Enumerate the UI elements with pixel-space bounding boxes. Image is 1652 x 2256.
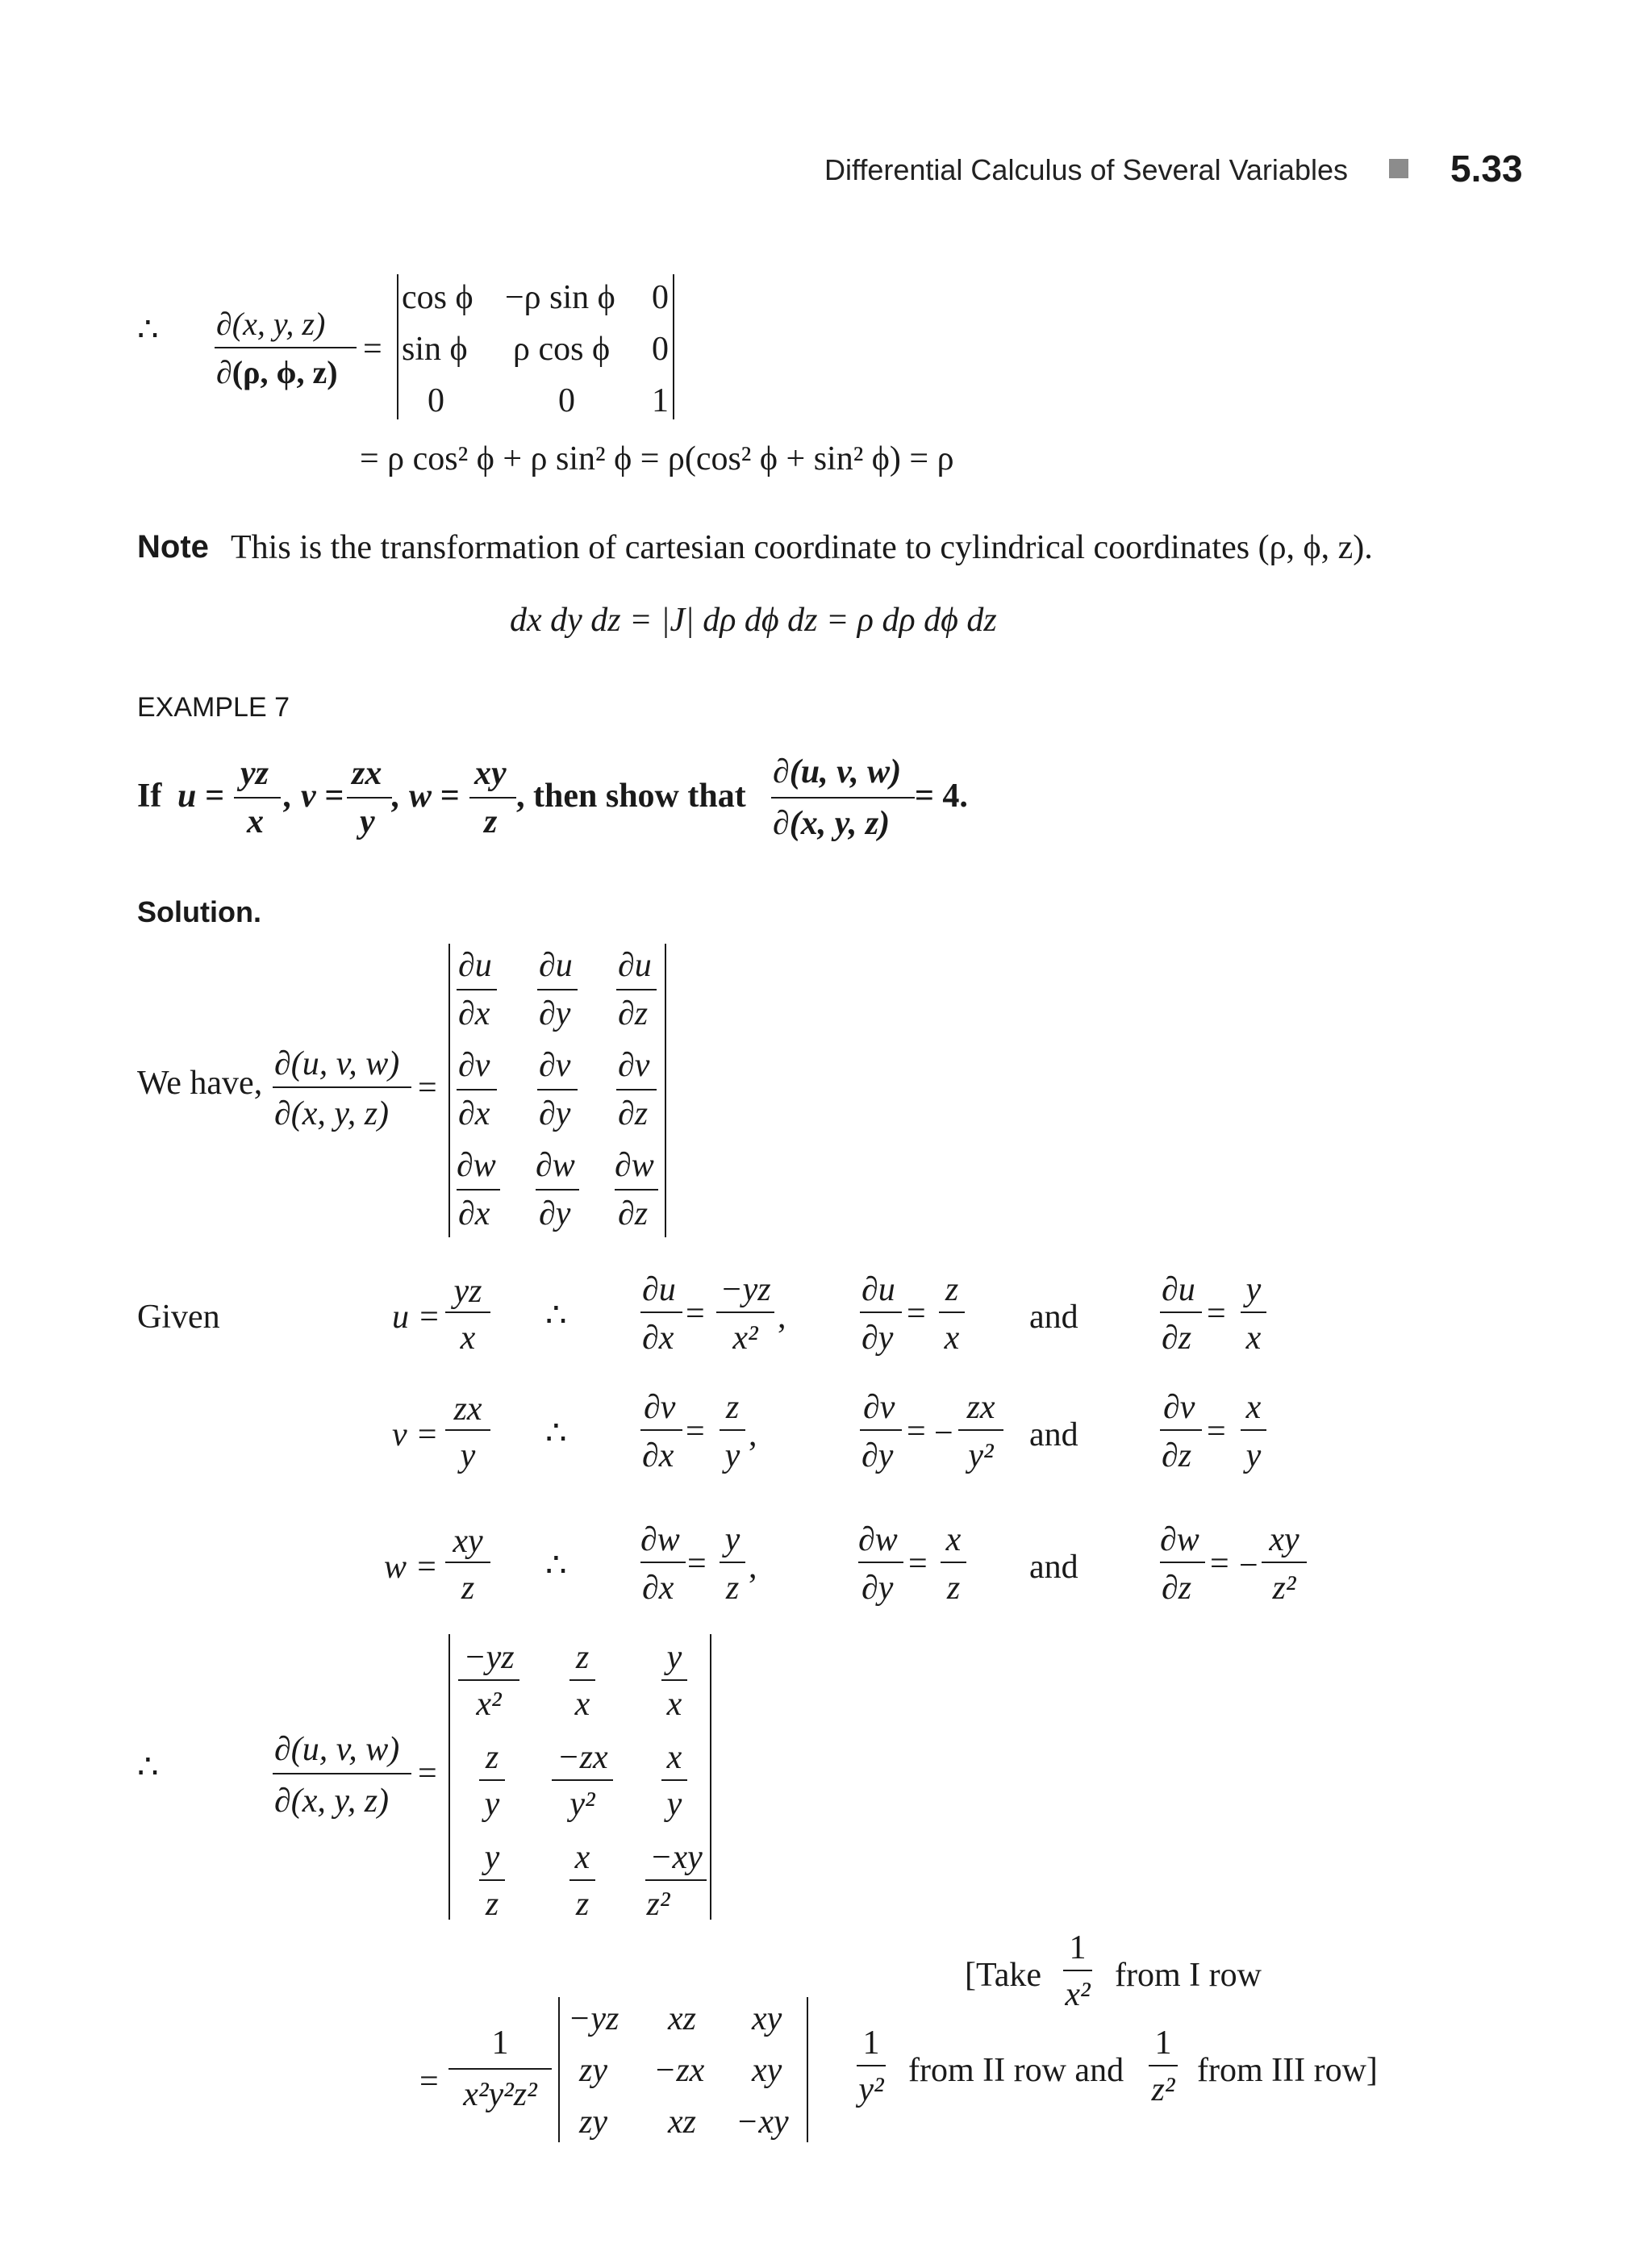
- matrix-cell-numerator: −zx: [557, 1739, 608, 1776]
- matrix-cell-denominator: y²: [569, 1786, 595, 1823]
- value-numerator: −yz: [720, 1271, 771, 1308]
- partial-denominator: ∂y: [861, 1437, 894, 1474]
- partial-numerator: ∂u: [861, 1271, 895, 1308]
- matrix-cell-denominator: z²: [646, 1886, 670, 1923]
- partial-numerator: ∂u: [458, 947, 492, 984]
- equals-sign: =: [419, 2063, 439, 2100]
- jacobian-denominator: ∂(x, y, z): [274, 1095, 390, 1132]
- partial-denominator: ∂z: [618, 1095, 649, 1132]
- determinant-left-bar: [448, 944, 450, 1237]
- partial-numerator: ∂v: [458, 1047, 490, 1084]
- note-text: This is the transformation of cartesian coordinate to cylindrical coordinates (ρ, ϕ, z).: [231, 529, 1373, 566]
- matrix-cell: zy: [579, 2052, 607, 2089]
- fraction-bar: [1160, 1311, 1202, 1313]
- jacobian-numerator: ∂(u, v, w): [274, 1731, 400, 1768]
- fraction-bar: [347, 797, 392, 799]
- therefore-symbol: ∴: [545, 1415, 567, 1452]
- fraction-bar: [445, 1562, 490, 1563]
- definition-numerator: zx: [453, 1391, 482, 1428]
- fraction-bar: [1241, 1311, 1266, 1313]
- example-heading: EXAMPLE 7: [137, 692, 290, 723]
- matrix-cell-numerator: y: [666, 1639, 682, 1676]
- equals-sign: =: [686, 1413, 705, 1450]
- partial-denominator: ∂z: [618, 1195, 649, 1232]
- partial-denominator: ∂z: [1162, 1570, 1192, 1607]
- partial-denominator: ∂y: [861, 1320, 894, 1357]
- fraction-bar: [939, 1311, 965, 1313]
- fraction-bar: [640, 1562, 686, 1563]
- matrix-cell-denominator: z: [485, 1886, 499, 1923]
- matrix-cell: −yz: [568, 2000, 620, 2037]
- partial-numerator: ∂u: [539, 947, 573, 984]
- matrix-cell: xz: [668, 2104, 696, 2141]
- comma: ,: [778, 1299, 786, 1336]
- matrix-cell-numerator: −xy: [649, 1839, 703, 1876]
- definition-numerator: xy: [453, 1523, 483, 1560]
- partial-numerator: ∂w: [457, 1147, 496, 1184]
- matrix-cell: cos ϕ: [402, 279, 473, 316]
- fraction-bar: [640, 1429, 682, 1431]
- solution-label: Solution.: [137, 895, 261, 928]
- fraction-bar: [537, 1089, 578, 1090]
- equals-sign: =: [1207, 1295, 1226, 1332]
- determinant-left-bar: [397, 274, 398, 419]
- matrix-cell: 0: [428, 382, 444, 419]
- fraction-bar: [457, 1189, 500, 1191]
- value-numerator: x: [945, 1521, 962, 1558]
- definition-numerator: yz: [453, 1273, 482, 1310]
- example-jacobian-denominator: ∂(x, y, z): [773, 805, 891, 842]
- example-jacobian-numerator: ∂(u, v, w): [773, 753, 902, 790]
- running-title: Differential Calculus of Several Variables: [824, 153, 1348, 186]
- determinant-right-bar: [807, 1997, 808, 2142]
- fraction-bar: [720, 1429, 745, 1431]
- fraction-bar: [941, 1562, 966, 1563]
- note-label: Note: [137, 529, 209, 565]
- from-row-text: from I row: [1115, 1957, 1262, 1994]
- fraction-bar: [616, 989, 657, 990]
- partial-denominator: ∂z: [1162, 1437, 1192, 1474]
- fraction-bar: [860, 1311, 902, 1313]
- fraction-bar: [448, 2068, 552, 2070]
- fraction-bar: [458, 1679, 519, 1681]
- fraction-bar: [445, 1429, 490, 1431]
- w-numerator: xy: [474, 755, 507, 792]
- fraction-bar: [569, 1679, 595, 1681]
- factor-denominator: z²: [1151, 2071, 1175, 2108]
- value-denominator: y²: [968, 1437, 994, 1474]
- jacobian-numerator: ∂(x, y, z): [216, 306, 326, 342]
- equals-sign: =: [908, 1545, 928, 1583]
- fraction-bar: [1262, 1562, 1307, 1563]
- matrix-cell: sin ϕ: [402, 331, 468, 368]
- partial-numerator: ∂v: [1163, 1389, 1195, 1426]
- value-denominator: z: [725, 1570, 740, 1607]
- value-denominator: y: [1245, 1437, 1262, 1474]
- determinant-left-bar: [558, 1997, 560, 2142]
- factor-numerator: 1: [862, 2025, 880, 2062]
- partial-numerator: ∂v: [539, 1047, 571, 1084]
- fraction-bar: [857, 2065, 886, 2066]
- matrix-cell: ρ cos ϕ: [513, 331, 611, 368]
- fraction-bar: [1149, 2065, 1178, 2066]
- therefore-symbol: ∴: [545, 1297, 567, 1334]
- partial-numerator: ∂u: [618, 947, 652, 984]
- matrix-cell-numerator: z: [485, 1739, 499, 1776]
- equals-sign: =: [1210, 1545, 1229, 1583]
- partial-denominator: ∂y: [539, 1195, 571, 1232]
- then-show-that: , then show that: [516, 778, 746, 815]
- matrix-cell-denominator: y: [484, 1786, 500, 1823]
- fraction-bar: [469, 797, 516, 799]
- minus-sign: −: [934, 1415, 953, 1452]
- therefore-symbol: ∴: [137, 1749, 159, 1786]
- fraction-bar: [958, 1429, 1003, 1431]
- partial-numerator: ∂v: [863, 1389, 895, 1426]
- matrix-cell: xz: [668, 2000, 696, 2037]
- equals-sign: =: [418, 1755, 437, 1792]
- partial-denominator: ∂x: [458, 995, 490, 1032]
- and-word: and: [1029, 1549, 1078, 1586]
- fraction-bar: [645, 1879, 707, 1881]
- u-definition-lhs: u =: [177, 778, 224, 815]
- matrix-cell-denominator: x: [666, 1686, 682, 1723]
- partial-numerator: ∂w: [1160, 1521, 1199, 1558]
- coefficient-denominator: x²y²z²: [463, 2076, 537, 2113]
- definition-lhs: w =: [384, 1549, 438, 1586]
- fraction-bar: [537, 989, 578, 990]
- fraction-bar: [661, 1679, 687, 1681]
- value-denominator: x: [944, 1320, 960, 1357]
- volume-element-formula: dx dy dz = |J| dρ dϕ dz = ρ dρ dϕ dz: [510, 602, 997, 639]
- fraction-bar: [1063, 1970, 1092, 1971]
- fraction-bar: [457, 989, 497, 990]
- from-row-text: from III row]: [1197, 2052, 1378, 2089]
- partial-denominator: ∂x: [642, 1320, 674, 1357]
- fraction-bar: [536, 1189, 579, 1191]
- matrix-cell: xy: [752, 2052, 782, 2089]
- jacobian-numerator: ∂(u, v, w): [274, 1045, 400, 1082]
- definition-lhs: u =: [392, 1299, 440, 1336]
- fraction-bar: [273, 1773, 411, 1774]
- we-have-text: We have,: [137, 1065, 263, 1102]
- page-number: 5.33: [1450, 148, 1523, 190]
- given-label: Given: [137, 1299, 220, 1336]
- w-denominator: z: [484, 803, 498, 840]
- determinant-right-bar: [673, 274, 674, 419]
- factor-numerator: 1: [1069, 1929, 1087, 1966]
- coefficient-numerator: 1: [491, 2025, 509, 2062]
- jacobian-denominator: ∂(x, y, z): [274, 1783, 390, 1820]
- partial-numerator: ∂w: [536, 1147, 575, 1184]
- equals-sign: =: [1207, 1413, 1226, 1450]
- determinant-result: = ρ cos² ϕ + ρ sin² ϕ = ρ(cos² ϕ + sin² ϕ) = ρ: [360, 440, 954, 477]
- partial-denominator: ∂x: [458, 1095, 490, 1132]
- u-numerator: yz: [240, 755, 269, 792]
- partial-denominator: ∂y: [539, 995, 571, 1032]
- comma: ,: [749, 1416, 757, 1453]
- fraction-bar: [661, 1779, 687, 1781]
- definition-denominator: y: [460, 1437, 476, 1474]
- equals-sign: =: [907, 1295, 926, 1332]
- value-denominator: z: [946, 1570, 961, 1607]
- v-definition-lhs: , v =: [284, 778, 344, 815]
- matrix-cell: −zx: [653, 2052, 705, 2089]
- and-word: and: [1029, 1416, 1078, 1453]
- partial-denominator: ∂z: [1162, 1320, 1192, 1357]
- fraction-bar: [273, 1086, 411, 1088]
- fraction-bar: [858, 1562, 903, 1563]
- factor-denominator: x²: [1065, 1976, 1091, 2013]
- value-denominator: y: [724, 1437, 740, 1474]
- therefore-symbol: ∴: [545, 1547, 567, 1584]
- matrix-cell: −ρ sin ϕ: [505, 279, 615, 316]
- value-denominator: z²: [1272, 1570, 1296, 1607]
- take-bracket-text: [Take: [965, 1957, 1041, 1994]
- equals-sign: =: [907, 1413, 926, 1450]
- fraction-bar: [1160, 1562, 1205, 1563]
- fraction-bar: [1241, 1429, 1266, 1431]
- fraction-bar: [569, 1879, 595, 1881]
- from-row-text: from II row and: [908, 2052, 1124, 2089]
- matrix-cell-denominator: y: [666, 1786, 682, 1823]
- matrix-cell-numerator: −yz: [463, 1639, 515, 1676]
- value-numerator: zx: [966, 1389, 995, 1426]
- if-word: If: [137, 778, 162, 815]
- therefore-symbol: ∴: [137, 311, 159, 348]
- definition-denominator: z: [461, 1570, 475, 1607]
- fraction-bar: [771, 797, 915, 799]
- partial-numerator: ∂w: [615, 1147, 654, 1184]
- partial-denominator: ∂y: [539, 1095, 571, 1132]
- partial-denominator: ∂y: [861, 1570, 894, 1607]
- matrix-cell: 1: [652, 382, 669, 419]
- v-numerator: zx: [352, 755, 382, 792]
- fraction-bar: [860, 1429, 902, 1431]
- matrix-cell: 0: [558, 382, 575, 419]
- fraction-bar: [640, 1311, 682, 1313]
- equals-sign: =: [363, 331, 382, 368]
- partial-numerator: ∂w: [640, 1521, 680, 1558]
- fraction-bar: [716, 1311, 774, 1313]
- partial-denominator: ∂x: [642, 1437, 674, 1474]
- factor-denominator: y²: [858, 2071, 884, 2108]
- value-denominator: x: [1245, 1320, 1262, 1357]
- square-bullet-icon: [1389, 159, 1408, 178]
- partial-numerator: ∂w: [858, 1521, 898, 1558]
- example-result: = 4.: [915, 778, 968, 815]
- partial-numerator: ∂v: [644, 1389, 676, 1426]
- partial-denominator: ∂x: [642, 1570, 674, 1607]
- v-denominator: y: [360, 803, 375, 840]
- matrix-cell-denominator: x²: [476, 1686, 502, 1723]
- matrix-cell: −xy: [736, 2104, 789, 2141]
- fraction-bar: [552, 1779, 613, 1781]
- matrix-cell-numerator: x: [574, 1839, 590, 1876]
- matrix-cell-numerator: y: [484, 1839, 500, 1876]
- fraction-bar: [615, 1189, 658, 1191]
- fraction-bar: [445, 1311, 490, 1313]
- minus-sign: −: [1239, 1547, 1258, 1584]
- matrix-cell: zy: [579, 2104, 607, 2141]
- and-word: and: [1029, 1299, 1078, 1336]
- matrix-cell: 0: [652, 279, 669, 316]
- value-numerator: y: [724, 1521, 740, 1558]
- partial-denominator: ∂x: [458, 1195, 490, 1232]
- matrix-cell-numerator: x: [666, 1739, 682, 1776]
- determinant-left-bar: [448, 1634, 450, 1920]
- value-numerator: y: [1245, 1271, 1262, 1308]
- definition-denominator: x: [460, 1320, 476, 1357]
- determinant-right-bar: [710, 1634, 711, 1920]
- fraction-bar: [479, 1779, 505, 1781]
- matrix-cell: 0: [652, 331, 669, 368]
- fraction-bar: [457, 1089, 497, 1090]
- fraction-bar: [215, 347, 357, 348]
- jacobian-denominator: ∂(ρ, ϕ, z): [216, 354, 338, 390]
- matrix-cell-numerator: z: [575, 1639, 590, 1676]
- equals-sign: =: [418, 1070, 437, 1107]
- comma: ,: [749, 1549, 757, 1586]
- fraction-bar: [720, 1562, 745, 1563]
- w-definition-lhs: , w =: [392, 778, 460, 815]
- value-numerator: z: [945, 1271, 959, 1308]
- fraction-bar: [616, 1089, 657, 1090]
- value-denominator: x²: [732, 1320, 758, 1357]
- partial-numerator: ∂u: [1162, 1271, 1195, 1308]
- partial-denominator: ∂z: [618, 995, 649, 1032]
- fraction-bar: [234, 797, 281, 799]
- fraction-bar: [479, 1879, 505, 1881]
- matrix-cell-denominator: z: [575, 1886, 590, 1923]
- matrix-cell: xy: [752, 2000, 782, 2037]
- definition-lhs: v =: [392, 1416, 439, 1453]
- value-numerator: xy: [1269, 1521, 1299, 1558]
- equals-sign: =: [686, 1295, 705, 1332]
- u-denominator: x: [247, 803, 264, 840]
- value-numerator: z: [725, 1389, 740, 1426]
- determinant-right-bar: [665, 944, 666, 1237]
- value-numerator: x: [1245, 1389, 1262, 1426]
- partial-numerator: ∂u: [642, 1271, 676, 1308]
- matrix-cell-denominator: x: [574, 1686, 590, 1723]
- fraction-bar: [1160, 1429, 1202, 1431]
- equals-sign: =: [687, 1545, 707, 1583]
- factor-numerator: 1: [1154, 2025, 1172, 2062]
- partial-numerator: ∂v: [618, 1047, 650, 1084]
